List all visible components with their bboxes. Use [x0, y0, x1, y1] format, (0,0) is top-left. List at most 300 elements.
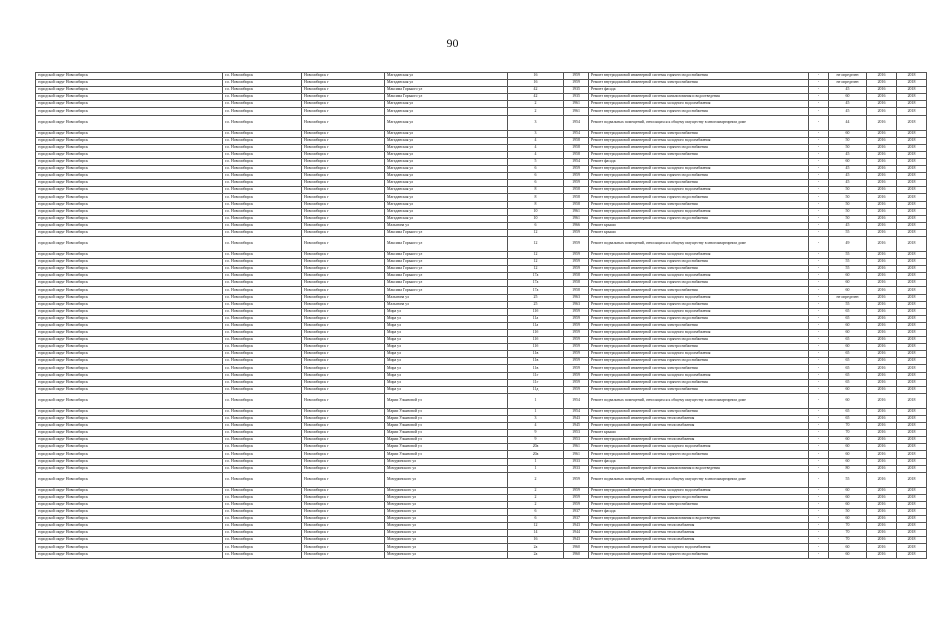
year-built-cell: 1960: [564, 544, 589, 551]
municipality-cell: городской округ Новосибирск: [36, 236, 223, 251]
wear-cell: 70: [829, 423, 867, 430]
year-built-cell: 1959: [564, 308, 589, 315]
settlement-cell: г.о. Новосибирск: [223, 423, 302, 430]
wear-cell: 80: [829, 465, 867, 472]
house-number-cell: 12: [508, 266, 564, 273]
house-number-cell: 11в: [508, 351, 564, 358]
table-row: [36, 273, 927, 280]
city-cell: Новосибирск г: [302, 215, 385, 222]
end-year-cell: 2018: [897, 73, 927, 80]
work-type-cell: Ремонт внутридомовой инженерной системы теплоснабжения: [589, 530, 809, 537]
end-year-cell: 2018: [897, 337, 927, 344]
end-year-cell: 2018: [897, 280, 927, 287]
year-built-cell: 1954: [564, 130, 589, 137]
work-type-cell: Ремонт подвальных помещений, относящихся к общему имуществу в многоквартирном доме: [589, 393, 809, 408]
start-year-cell: 2016: [867, 208, 897, 215]
wear-cell: 45: [829, 151, 867, 158]
start-year-cell: 2016: [867, 301, 897, 308]
city-cell: Новосибирск г: [302, 151, 385, 158]
municipality-cell: городской округ Новосибирск: [36, 73, 223, 80]
table-row: [36, 173, 927, 180]
start-year-cell: 2016: [867, 444, 897, 451]
table-row: [36, 551, 927, 558]
year-built-cell: 1959: [564, 501, 589, 508]
work-type-cell: Ремонт внутридомовой инженерной системы электроснабжения: [589, 344, 809, 351]
dash-cell: -: [809, 337, 829, 344]
end-year-cell: 2018: [897, 194, 927, 201]
end-year-cell: 2018: [897, 437, 927, 444]
municipality-cell: городской округ Новосибирск: [36, 144, 223, 151]
city-cell: Новосибирск г: [302, 458, 385, 465]
dash-cell: -: [809, 201, 829, 208]
year-built-cell: 1958: [564, 287, 589, 294]
street-cell: Марии Ульяновой ул: [385, 444, 508, 451]
year-built-cell: 1958: [564, 273, 589, 280]
wear-cell: 60: [829, 322, 867, 329]
house-number-cell: 1: [508, 408, 564, 415]
start-year-cell: 2016: [867, 280, 897, 287]
dash-cell: -: [809, 393, 829, 408]
municipality-cell: городской округ Новосибирск: [36, 408, 223, 415]
start-year-cell: 2016: [867, 80, 897, 87]
end-year-cell: 2018: [897, 259, 927, 266]
start-year-cell: 2016: [867, 501, 897, 508]
house-number-cell: 12: [508, 523, 564, 530]
municipality-cell: городской округ Новосибирск: [36, 444, 223, 451]
year-built-cell: 1961: [564, 451, 589, 458]
municipality-cell: городской округ Новосибирск: [36, 158, 223, 165]
city-cell: Новосибирск г: [302, 337, 385, 344]
city-cell: Новосибирск г: [302, 94, 385, 101]
table-row: [36, 201, 927, 208]
end-year-cell: 2018: [897, 108, 927, 115]
year-built-cell: 1953: [564, 437, 589, 444]
wear-cell: 60: [829, 437, 867, 444]
work-type-cell: Ремонт внутридомовой инженерной системы горячего водоснабжения: [589, 194, 809, 201]
start-year-cell: 2016: [867, 187, 897, 194]
house-number-cell: 11в: [508, 365, 564, 372]
city-cell: Новосибирск г: [302, 494, 385, 501]
end-year-cell: 2018: [897, 408, 927, 415]
municipality-cell: городской округ Новосибирск: [36, 501, 223, 508]
settlement-cell: г.о. Новосибирск: [223, 386, 302, 393]
work-type-cell: Ремонт внутридомовой инженерной системы холодного водоснабжения: [589, 372, 809, 379]
wear-cell: 60: [829, 344, 867, 351]
house-number-cell: 6: [508, 173, 564, 180]
work-type-cell: Ремонт внутридомовой инженерной системы горячего водоснабжения: [589, 259, 809, 266]
street-cell: Магаданская ул: [385, 108, 508, 115]
year-built-cell: 1943: [564, 537, 589, 544]
table-row: [36, 379, 927, 386]
settlement-cell: г.о. Новосибирск: [223, 222, 302, 229]
wear-cell: 55: [829, 301, 867, 308]
house-number-cell: 42: [508, 94, 564, 101]
settlement-cell: г.о. Новосибирск: [223, 330, 302, 337]
work-type-cell: Ремонт внутридомовой инженерной системы горячего водоснабжения: [589, 494, 809, 501]
end-year-cell: 2018: [897, 501, 927, 508]
work-type-cell: Ремонт внутридомовой инженерной системы холодного водоснабжения: [589, 351, 809, 358]
wear-cell: 50: [829, 208, 867, 215]
house-number-cell: 5: [508, 158, 564, 165]
start-year-cell: 2016: [867, 115, 897, 130]
start-year-cell: 2016: [867, 523, 897, 530]
street-cell: Магаданская ул: [385, 194, 508, 201]
start-year-cell: 2016: [867, 180, 897, 187]
settlement-cell: г.о. Новосибирск: [223, 229, 302, 236]
settlement-cell: г.о. Новосибирск: [223, 444, 302, 451]
start-year-cell: 2016: [867, 516, 897, 523]
year-built-cell: 1954: [564, 408, 589, 415]
table-row: [36, 458, 927, 465]
work-type-cell: Ремонт внутридомовой инженерной системы горячего водоснабжения: [589, 108, 809, 115]
table-row: [36, 308, 927, 315]
dash-cell: -: [809, 151, 829, 158]
wear-cell: 60: [829, 273, 867, 280]
end-year-cell: 2018: [897, 130, 927, 137]
work-type-cell: Ремонт внутридомовой инженерной системы горячего водоснабжения: [589, 315, 809, 322]
start-year-cell: 2016: [867, 87, 897, 94]
dash-cell: -: [809, 451, 829, 458]
wear-cell: 55: [829, 266, 867, 273]
city-cell: Новосибирск г: [302, 251, 385, 258]
dash-cell: -: [809, 187, 829, 194]
table-row: [36, 330, 927, 337]
municipality-cell: городской округ Новосибирск: [36, 101, 223, 108]
settlement-cell: г.о. Новосибирск: [223, 358, 302, 365]
settlement-cell: г.о. Новосибирск: [223, 87, 302, 94]
table-row: [36, 530, 927, 537]
year-built-cell: 1959: [564, 494, 589, 501]
settlement-cell: г.о. Новосибирск: [223, 259, 302, 266]
end-year-cell: 2018: [897, 287, 927, 294]
wear-cell: 60: [829, 458, 867, 465]
city-cell: Новосибирск г: [302, 351, 385, 358]
end-year-cell: 2018: [897, 330, 927, 337]
wear-cell: 60: [829, 280, 867, 287]
municipality-cell: городской округ Новосибирск: [36, 516, 223, 523]
settlement-cell: г.о. Новосибирск: [223, 516, 302, 523]
street-cell: Магаданская ул: [385, 137, 508, 144]
start-year-cell: 2016: [867, 544, 897, 551]
city-cell: Новосибирск г: [302, 344, 385, 351]
work-type-cell: Ремонт внутридомовой инженерной системы холодного водоснабжения: [589, 487, 809, 494]
table-row: [36, 187, 927, 194]
house-number-cell: 6: [508, 166, 564, 173]
table-row: [36, 151, 927, 158]
start-year-cell: 2016: [867, 415, 897, 422]
wear-cell: 50: [829, 144, 867, 151]
settlement-cell: г.о. Новосибирск: [223, 437, 302, 444]
house-number-cell: 17а: [508, 280, 564, 287]
end-year-cell: 2018: [897, 458, 927, 465]
wear-cell: 70: [829, 537, 867, 544]
street-cell: Магаданская ул: [385, 173, 508, 180]
settlement-cell: г.о. Новосибирск: [223, 530, 302, 537]
municipality-cell: городской округ Новосибирск: [36, 137, 223, 144]
settlement-cell: г.о. Новосибирск: [223, 365, 302, 372]
municipality-cell: городской округ Новосибирск: [36, 393, 223, 408]
end-year-cell: 2018: [897, 180, 927, 187]
dash-cell: -: [809, 544, 829, 551]
city-cell: Новосибирск г: [302, 287, 385, 294]
wear-cell: 60: [829, 487, 867, 494]
house-number-cell: 6: [508, 180, 564, 187]
year-built-cell: 1943: [564, 523, 589, 530]
house-number-cell: 9: [508, 430, 564, 437]
house-number-cell: 2: [508, 501, 564, 508]
end-year-cell: 2018: [897, 415, 927, 422]
work-type-cell: Ремонт подвальных помещений, относящихся к общему имуществу в многоквартирном доме: [589, 236, 809, 251]
end-year-cell: 2018: [897, 516, 927, 523]
municipality-cell: городской округ Новосибирск: [36, 487, 223, 494]
street-cell: Магаданская ул: [385, 73, 508, 80]
house-number-cell: 2: [508, 494, 564, 501]
dash-cell: -: [809, 115, 829, 130]
wear-cell: 60: [829, 330, 867, 337]
work-type-cell: Ремонт внутридомовой инженерной системы горячего водоснабжения: [589, 73, 809, 80]
house-number-cell: 1: [508, 393, 564, 408]
table-row: [36, 251, 927, 258]
year-built-cell: 1959: [564, 173, 589, 180]
dash-cell: -: [809, 408, 829, 415]
house-number-cell: 25: [508, 294, 564, 301]
settlement-cell: г.о. Новосибирск: [223, 322, 302, 329]
municipality-cell: городской округ Новосибирск: [36, 379, 223, 386]
municipality-cell: городской округ Новосибирск: [36, 294, 223, 301]
table-row: [36, 537, 927, 544]
settlement-cell: г.о. Новосибирск: [223, 73, 302, 80]
street-cell: Мичуринского ул: [385, 472, 508, 487]
city-cell: Новосибирск г: [302, 187, 385, 194]
year-built-cell: 1960: [564, 551, 589, 558]
street-cell: Мичуринского ул: [385, 465, 508, 472]
table-row: [36, 137, 927, 144]
start-year-cell: 2016: [867, 229, 897, 236]
end-year-cell: 2018: [897, 222, 927, 229]
street-cell: Малыгина ул: [385, 301, 508, 308]
street-cell: Максима Горького ул: [385, 87, 508, 94]
city-cell: Новосибирск г: [302, 444, 385, 451]
street-cell: Мичуринского ул: [385, 458, 508, 465]
municipality-cell: городской округ Новосибирск: [36, 80, 223, 87]
year-built-cell: 1958: [564, 194, 589, 201]
street-cell: Марии Ульяновой ул: [385, 415, 508, 422]
settlement-cell: г.о. Новосибирск: [223, 544, 302, 551]
year-built-cell: 1959: [564, 337, 589, 344]
start-year-cell: 2016: [867, 379, 897, 386]
house-number-cell: 8: [508, 187, 564, 194]
municipality-cell: городской округ Новосибирск: [36, 208, 223, 215]
wear-cell: 45: [829, 108, 867, 115]
dash-cell: -: [809, 351, 829, 358]
wear-cell: 60: [829, 501, 867, 508]
street-cell: Магаданская ул: [385, 151, 508, 158]
table-row: [36, 472, 927, 487]
municipality-cell: городской округ Новосибирск: [36, 451, 223, 458]
start-year-cell: 2016: [867, 337, 897, 344]
municipality-cell: городской округ Новосибирск: [36, 544, 223, 551]
dash-cell: -: [809, 415, 829, 422]
table-row: [36, 372, 927, 379]
city-cell: Новосибирск г: [302, 236, 385, 251]
municipality-cell: городской округ Новосибирск: [36, 365, 223, 372]
municipality-cell: городской округ Новосибирск: [36, 358, 223, 365]
street-cell: Марии Ульяновой ул: [385, 437, 508, 444]
city-cell: Новосибирск г: [302, 386, 385, 393]
work-type-cell: Ремонт внутридомовой инженерной системы холодного водоснабжения: [589, 137, 809, 144]
city-cell: Новосибирск г: [302, 508, 385, 515]
end-year-cell: 2018: [897, 158, 927, 165]
dash-cell: -: [809, 108, 829, 115]
house-number-cell: 6: [508, 508, 564, 515]
house-number-cell: 12: [508, 259, 564, 266]
house-number-cell: 10: [508, 208, 564, 215]
work-type-cell: Ремонт внутридомовой инженерной системы электроснабжения: [589, 322, 809, 329]
work-type-cell: Ремонт внутридомовой инженерной системы холодного водоснабжения: [589, 187, 809, 194]
year-built-cell: 1943: [564, 415, 589, 422]
settlement-cell: г.о. Новосибирск: [223, 251, 302, 258]
end-year-cell: 2018: [897, 166, 927, 173]
wear-cell: 60: [829, 451, 867, 458]
municipality-cell: городской округ Новосибирск: [36, 308, 223, 315]
dash-cell: -: [809, 551, 829, 558]
table-row: [36, 408, 927, 415]
house-number-cell: 16: [508, 537, 564, 544]
house-number-cell: 20а: [508, 444, 564, 451]
house-number-cell: 6: [508, 222, 564, 229]
municipality-cell: городской округ Новосибирск: [36, 87, 223, 94]
city-cell: Новосибирск г: [302, 501, 385, 508]
municipality-cell: городской округ Новосибирск: [36, 337, 223, 344]
city-cell: Новосибирск г: [302, 158, 385, 165]
year-built-cell: 1935: [564, 94, 589, 101]
end-year-cell: 2018: [897, 266, 927, 273]
table-row: [36, 386, 927, 393]
dash-cell: -: [809, 322, 829, 329]
work-type-cell: Ремонт фасада: [589, 87, 809, 94]
table-row: [36, 180, 927, 187]
work-type-cell: Ремонт внутридомовой инженерной системы горячего водоснабжения: [589, 144, 809, 151]
house-number-cell: 3: [508, 115, 564, 130]
year-built-cell: 1961: [564, 101, 589, 108]
municipality-cell: городской округ Новосибирск: [36, 222, 223, 229]
year-built-cell: 1961: [564, 208, 589, 215]
start-year-cell: 2016: [867, 173, 897, 180]
table-row: [36, 73, 927, 80]
start-year-cell: 2016: [867, 130, 897, 137]
dash-cell: -: [809, 215, 829, 222]
start-year-cell: 2016: [867, 144, 897, 151]
house-number-cell: 42: [508, 87, 564, 94]
dash-cell: -: [809, 301, 829, 308]
start-year-cell: 2016: [867, 351, 897, 358]
dash-cell: -: [809, 194, 829, 201]
year-built-cell: 1959: [564, 73, 589, 80]
work-type-cell: Ремонт внутридомовой инженерной системы горячего водоснабжения: [589, 301, 809, 308]
end-year-cell: 2018: [897, 451, 927, 458]
year-built-cell: 1958: [564, 144, 589, 151]
start-year-cell: 2016: [867, 266, 897, 273]
house-number-cell: 16: [508, 80, 564, 87]
street-cell: Магаданская ул: [385, 80, 508, 87]
wear-cell: 60: [829, 130, 867, 137]
settlement-cell: г.о. Новосибирск: [223, 280, 302, 287]
end-year-cell: 2018: [897, 365, 927, 372]
table-row: [36, 393, 927, 408]
year-built-cell: 1961: [564, 108, 589, 115]
end-year-cell: 2018: [897, 229, 927, 236]
street-cell: Магаданская ул: [385, 201, 508, 208]
table-row: [36, 101, 927, 108]
end-year-cell: 2018: [897, 315, 927, 322]
street-cell: Мира ул: [385, 337, 508, 344]
year-built-cell: 1954: [564, 115, 589, 130]
street-cell: Мира ул: [385, 315, 508, 322]
year-built-cell: 1958: [564, 151, 589, 158]
start-year-cell: 2016: [867, 137, 897, 144]
end-year-cell: 2018: [897, 523, 927, 530]
table-row: [36, 222, 927, 229]
wear-cell: 65: [829, 372, 867, 379]
end-year-cell: 2018: [897, 393, 927, 408]
city-cell: Новосибирск г: [302, 487, 385, 494]
settlement-cell: г.о. Новосибирск: [223, 273, 302, 280]
wear-cell: 50: [829, 508, 867, 515]
end-year-cell: 2018: [897, 215, 927, 222]
dash-cell: -: [809, 508, 829, 515]
settlement-cell: г.о. Новосибирск: [223, 551, 302, 558]
work-type-cell: Ремонт внутридомовой инженерной системы канализования и водоотведения: [589, 516, 809, 523]
house-number-cell: 3: [508, 415, 564, 422]
wear-cell: 50: [829, 187, 867, 194]
settlement-cell: г.о. Новосибирск: [223, 408, 302, 415]
table-row: [36, 94, 927, 101]
end-year-cell: 2018: [897, 87, 927, 94]
year-built-cell: 1959: [564, 166, 589, 173]
street-cell: Магаданская ул: [385, 187, 508, 194]
municipality-cell: городской округ Новосибирск: [36, 465, 223, 472]
start-year-cell: 2016: [867, 430, 897, 437]
house-number-cell: 4: [508, 144, 564, 151]
settlement-cell: г.о. Новосибирск: [223, 487, 302, 494]
street-cell: Максима Горького ул: [385, 251, 508, 258]
table-row: [36, 358, 927, 365]
street-cell: Максима Горького ул: [385, 236, 508, 251]
work-type-cell: Ремонт внутридомовой инженерной системы электроснабжения: [589, 365, 809, 372]
year-built-cell: 1959: [564, 251, 589, 258]
work-type-cell: Ремонт фасада: [589, 508, 809, 515]
year-built-cell: 1954: [564, 393, 589, 408]
municipality-cell: городской округ Новосибирск: [36, 287, 223, 294]
capital-repair-table: [35, 72, 927, 559]
settlement-cell: г.о. Новосибирск: [223, 108, 302, 115]
start-year-cell: 2016: [867, 494, 897, 501]
year-built-cell: 1959: [564, 315, 589, 322]
work-type-cell: Ремонт внутридомовой инженерной системы теплоснабжения: [589, 423, 809, 430]
work-type-cell: Ремонт внутридомовой инженерной системы холодного водоснабжения: [589, 544, 809, 551]
dash-cell: -: [809, 166, 829, 173]
street-cell: Магаданская ул: [385, 180, 508, 187]
settlement-cell: г.о. Новосибирск: [223, 451, 302, 458]
work-type-cell: Ремонт внутридомовой инженерной системы электроснабжения: [589, 80, 809, 87]
street-cell: Мичуринского ул: [385, 501, 508, 508]
street-cell: Мичуринского ул: [385, 551, 508, 558]
table-row: [36, 516, 927, 523]
street-cell: Мира ул: [385, 344, 508, 351]
house-number-cell: 11б: [508, 344, 564, 351]
table-row: [36, 544, 927, 551]
work-type-cell: Ремонт внутридомовой инженерной системы канализования и водоотведения: [589, 465, 809, 472]
